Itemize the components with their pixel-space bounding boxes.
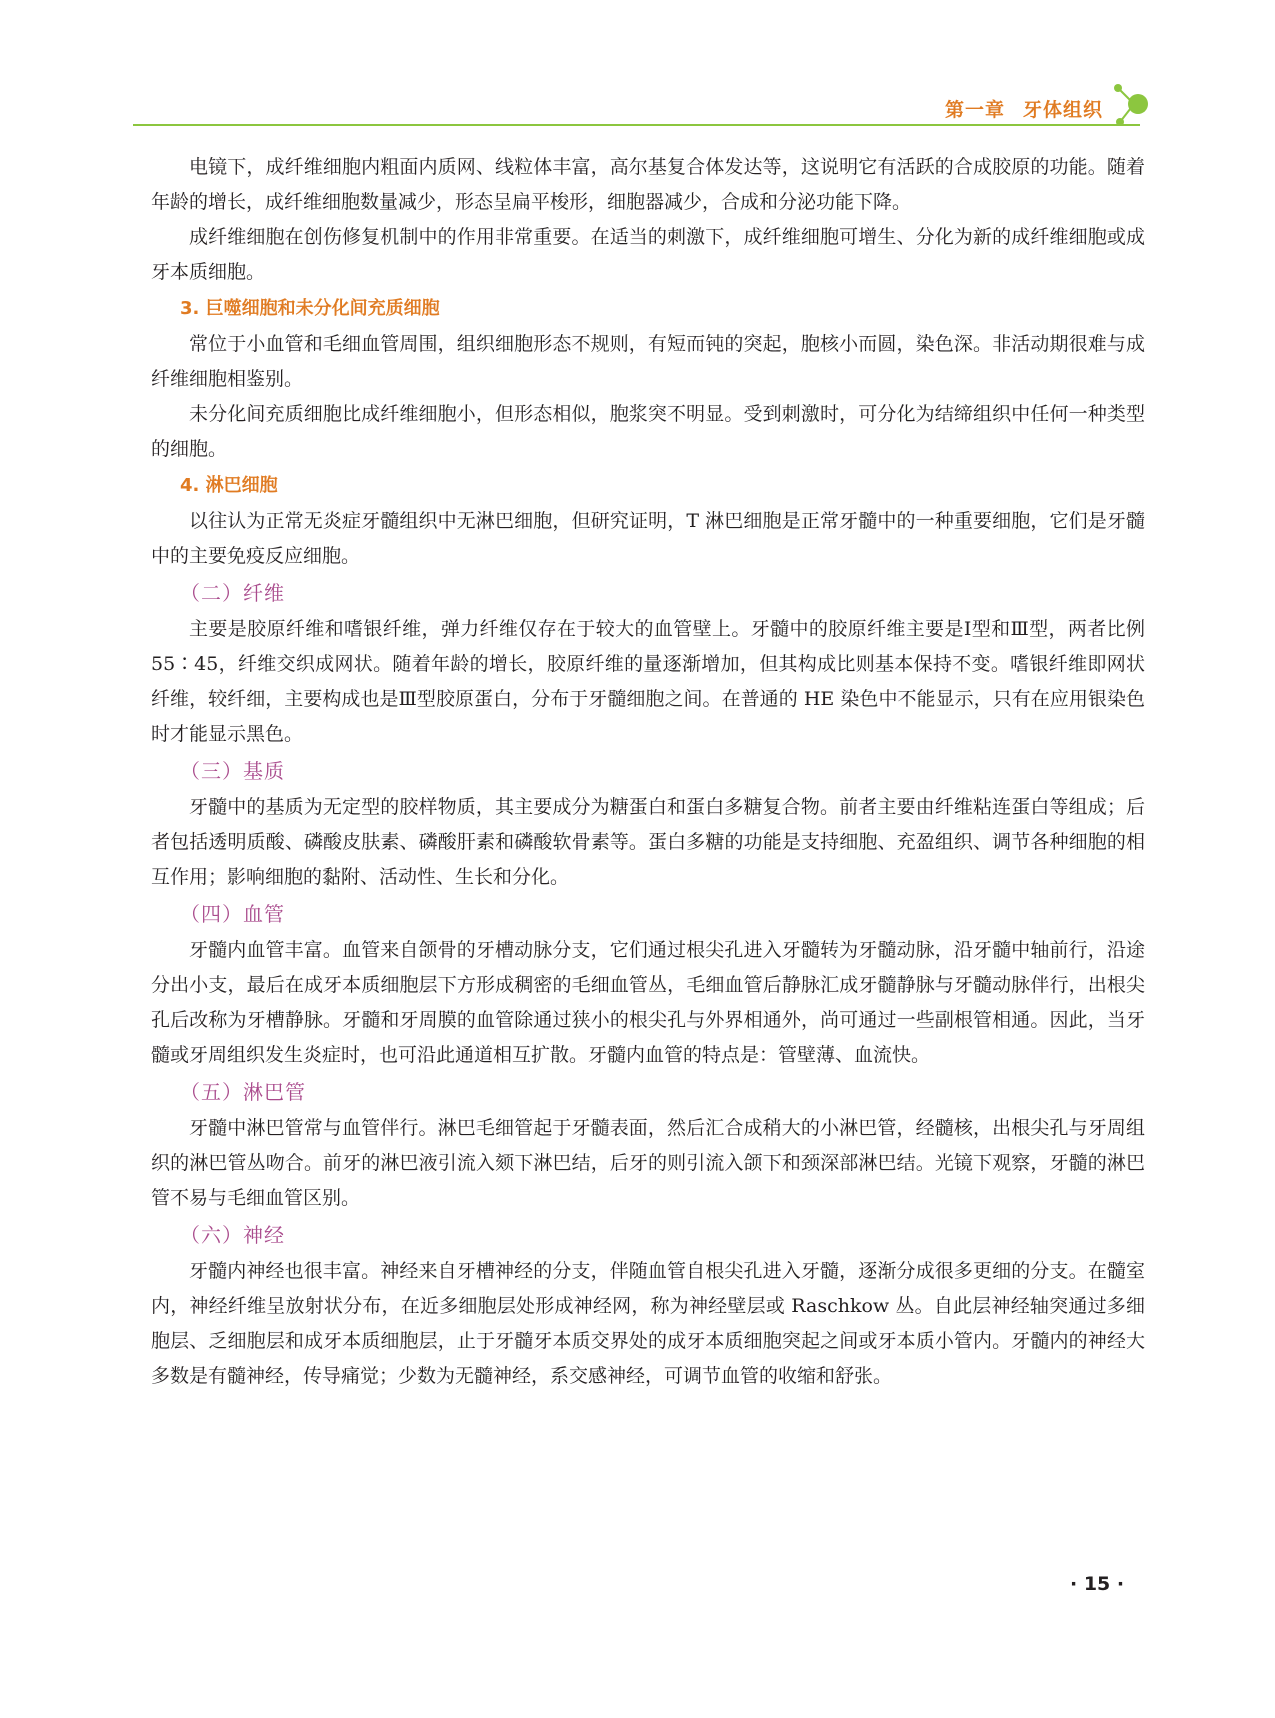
page-number: · 15 · — [1070, 1573, 1125, 1595]
running-header — [945, 95, 1103, 122]
chapter-title: 牙体组织 — [1022, 99, 1103, 121]
subsection-heading: 4. 淋巴细胞 — [180, 475, 278, 496]
section-heading: （二）纤维 — [180, 581, 285, 605]
section-heading: （六）神经 — [180, 1223, 285, 1247]
header-rule — [133, 124, 1140, 126]
molecule-icon — [1108, 82, 1158, 132]
paragraph: 未分化间充质细胞比成纤维细胞小，但形态相似，胞浆突不明显。受到刺激时，可分化为结缔组织中任何一种类型的细胞。 — [151, 403, 1145, 460]
paragraph: 牙髓内血管丰富。血管来自颌骨的牙槽动脉分支，它们通过根尖孔进入牙髓转为牙髓动脉，沿牙髓中轴前行，沿途分出小支，最后在成牙本质细胞层下方形成稠密的毛细血管丛，毛细血管后静脉汇成牙髓静脉与牙髓动脉伴行，出根尖孔后改称为牙槽静脉。牙髓和牙周膜的血管除通过狭小的根尖孔与外界相通外，尚可通过一些副根管相通。因此，当牙髓或牙周组织发生炎症时，也可沿此通道相互扩散。牙髓内血管的特点是：管壁薄、血流快。 — [151, 939, 1145, 1066]
section-heading: （三）基质 — [180, 759, 285, 783]
paragraph: 成纤维细胞在创伤修复机制中的作用非常重要。在适当的刺激下，成纤维细胞可增生、分化为新的成纤维细胞或成牙本质细胞。 — [151, 226, 1145, 283]
paragraph: 主要是胶原纤维和嗜银纤维，弹力纤维仅存在于较大的血管壁上。牙髓中的胶原纤维主要是Ⅰ型和Ⅲ型，两者比例 55∶45，纤维交织成网状。随着年龄的增长，胶原纤维的量逐渐增加，但其构成比则基本保持不变。嗜银纤维即网状纤维，较纤细，主要构成也是Ⅲ型胶原蛋白，分布于牙髓细胞之间。在普通的 HE 染色中不能显示，只有在应用银染色时才能显示黑色。 — [151, 618, 1145, 745]
paragraph: 电镜下，成纤维细胞内粗面内质网、线粒体丰富，高尔基复合体发达等，这说明它有活跃的合成胶原的功能。随着年龄的增长，成纤维细胞数量减少，形态呈扁平梭形，细胞器减少，合成和分泌功能下降。 — [151, 156, 1145, 213]
section-heading: （五）淋巴管 — [180, 1080, 306, 1104]
paragraph: 牙髓中淋巴管常与血管伴行。淋巴毛细管起于牙髓表面，然后汇合成稍大的小淋巴管，经髓核，出根尖孔与牙周组织的淋巴管丛吻合。前牙的淋巴液引流入颏下淋巴结，后牙的则引流入颌下和颈深部淋巴结。光镜下观察，牙髓的淋巴管不易与毛细血管区别。 — [151, 1117, 1145, 1209]
chapter-label: 第一章 — [944, 99, 1005, 121]
subsection-heading: 3. 巨噬细胞和未分化间充质细胞 — [180, 298, 440, 319]
paragraph: 牙髓内神经也很丰富。神经来自牙槽神经的分支，伴随血管自根尖孔进入牙髓，逐渐分成很多更细的分支。在髓室内，神经纤维呈放射状分布，在近多细胞层处形成神经网，称为神经壁层或 Raschkow 丛。自此层神经轴突通过多细胞层、乏细胞层和成牙本质细胞层，止于牙髓牙本质交界处的成牙本质细胞突起之间或牙本质小管内。牙髓内的神经大多数是有髓神经，传导痛觉；少数为无髓神经，系交感神经，可调节血管的收缩和舒张。 — [151, 1260, 1145, 1387]
paragraph: 以往认为正常无炎症牙髓组织中无淋巴细胞，但研究证明，T 淋巴细胞是正常牙髓中的一种重要细胞，它们是牙髓中的主要免疫反应细胞。 — [151, 510, 1145, 567]
section-heading: （四）血管 — [180, 902, 285, 926]
paragraph: 常位于小血管和毛细血管周围，组织细胞形态不规则，有短而钝的突起，胞核小而圆，染色深。非活动期很难与成纤维细胞相鉴别。 — [151, 333, 1145, 390]
paragraph: 牙髓中的基质为无定型的胶样物质，其主要成分为糖蛋白和蛋白多糖复合物。前者主要由纤维粘连蛋白等组成；后者包括透明质酸、磷酸皮肤素、磷酸肝素和磷酸软骨素等。蛋白多糖的功能是支持细胞、充盈组织、调节各种细胞的相互作用；影响细胞的黏附、活动性、生长和分化。 — [151, 796, 1145, 888]
page-body — [151, 150, 1145, 1394]
